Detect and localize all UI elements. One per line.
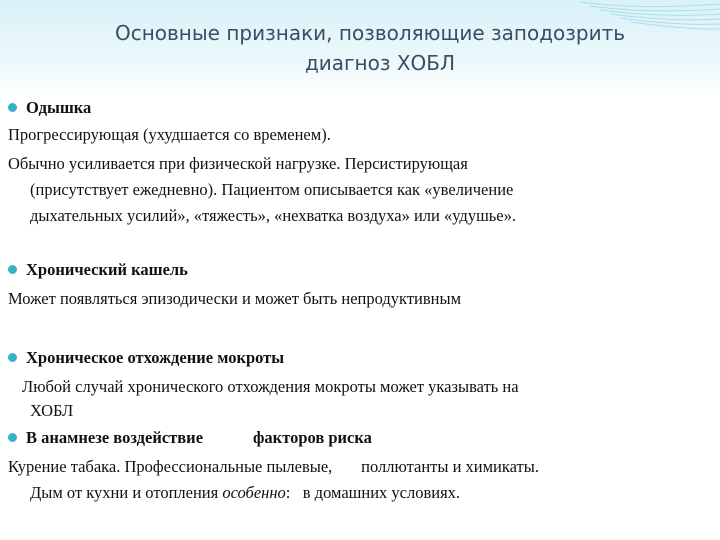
section-heading-cough: Хронический кашель [8, 260, 188, 280]
text-line: Может появляться эпизодически и может быть непродуктивным [8, 289, 462, 308]
text-line: Прогрессирующая (ухудшается со временем). [8, 125, 331, 144]
text-line: Курение табака. Профессиональные пылевые, поллютанты и химикаты. [8, 457, 539, 476]
title-line-2: диагноз ХОБЛ [304, 51, 456, 75]
section-heading-risk-factors: В анамнезе воздействие факторов риска [8, 428, 372, 448]
bullet-icon [8, 265, 17, 274]
text-line: Любой случай хронического отхождения мокроты может указывать на [22, 377, 519, 396]
section-heading-sputum: Хроническое отхождение мокроты [8, 348, 284, 368]
section-heading-dyspnea: Одышка [8, 98, 91, 118]
text-line: Обычно усиливается при физической нагрузке. Персистирующая [8, 154, 468, 173]
title-line-1: Основные признаки, позволяющие заподозрить [114, 21, 626, 45]
slide-title [0, 18, 720, 78]
text-line: Дым от кухни и отопления особенно: в домашних условиях. [30, 483, 461, 502]
bullet-icon [8, 433, 17, 442]
text-line: (присутствует ежедневно). Пациентом описывается как «увеличение [30, 180, 514, 199]
bullet-icon [8, 353, 17, 362]
bullet-icon [8, 103, 17, 112]
text-line: ХОБЛ [30, 401, 74, 420]
text-line: дыхательных усилий», «тяжесть», «нехватка воздуха» или «удушье». [30, 206, 517, 225]
